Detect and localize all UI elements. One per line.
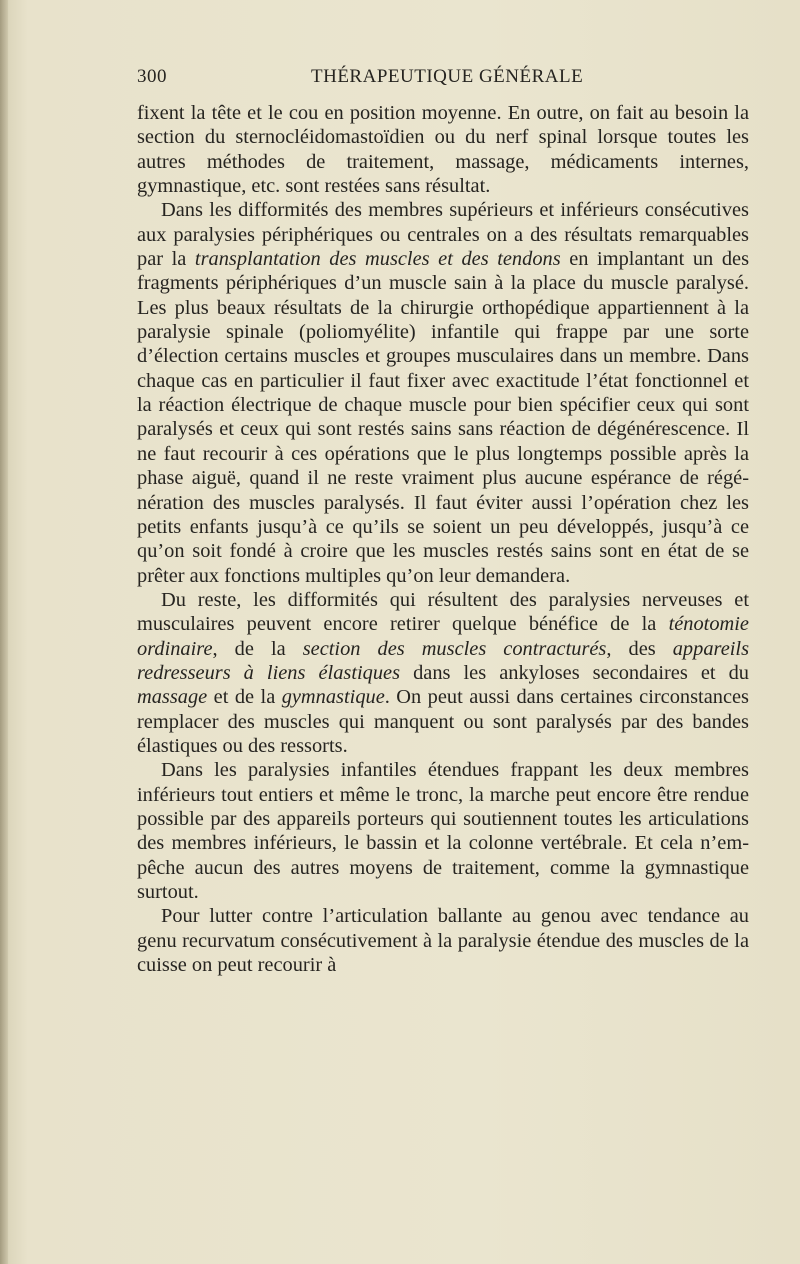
binding-edge xyxy=(0,0,8,1264)
body-text xyxy=(137,101,749,977)
running-title: THÉRAPEUTIQUE GÉNÉRALE xyxy=(311,66,584,87)
text-run: fixent la tête et le cou en position moyenne. En outre, on fait au besoin la section du sternocléidomastoïdien ou du nerf spinal lorsque toutes les autres méthodes de traitement, massage, médicaments internes, gymnastique, etc. sont restées sans résultat. xyxy=(137,102,749,198)
text-run: Dans les paralysies infantiles étendues frappant les deux membres inférieurs tout entiers et même le tronc, la marche peut encore être rendue possible par des appareils porteurs qui soutiennent toutes les articulations des membres inférieurs, le bassin et la colonne vertébrale. Et cela n’empêche aucun des autres moyens de traitement, comme la gymnastique surtout. xyxy=(137,759,749,903)
paragraph xyxy=(137,101,749,198)
text-run: Dans les difformités des membres supérieurs et inférieurs consécutives aux paralysies périphériques ou centrales on a des résultats remarquables par la xyxy=(137,199,749,271)
text-run: en implantant un des fragments périphériques d’un muscle sain à la place du muscle paralysé. Les plus beaux résultats de la chirurgie orthopédique appartiennent à la paralysie spinale (poliomyélite) infantile qui frappe par une sorte d’élection certains muscles et groupes musculaires dans un membre. Dans chaque cas en particulier il faut fixer avec exactitude l’état fonctionnel et la réaction électrique de chaque muscle pour bien spécifier ceux qui sont paralysés et ceux qui sont restés sains sans réaction de dégénérescence. Il ne faut recourir à ces opérations que le plus longtemps possible après la phase aiguë, quand il ne reste vraiment plus aucune espérance de régénération des muscles paralysés. Il faut éviter aussi l’opération chez les petits enfants jusqu’à ce qu’ils se soient un peu développés, jusqu’à ce qu’on soit fondé à croire que les muscles restés sains sont en état de se prêter aux fonctions multiples qu’on leur demandera. xyxy=(137,248,749,587)
text-run: Du reste, les difformités qui résultent des paralysies nerveuses et musculaires peuvent encore retirer quelque bénéfice de la xyxy=(137,588,749,636)
italic-term: gymnastique xyxy=(281,686,385,709)
text-run: . On peut aussi dans certaines circonstances remplacer des muscles qui manquent ou sont paralysés par des bandes élastiques ou des ressorts. xyxy=(137,686,749,757)
italic-term: massage xyxy=(137,686,208,709)
text-run: Pour lutter contre l’articulation ballante au genou avec tendance au genu recurvatum consécutivement à la paralysie étendue des muscles de la cuisse on peut recourir à xyxy=(137,905,749,977)
page-number: 300 xyxy=(137,66,167,87)
paragraph xyxy=(137,904,749,977)
text-run: , de la xyxy=(212,637,303,660)
italic-term: appareils redresseurs à liens élastiques xyxy=(137,637,750,684)
italic-term: ténotomie ordinaire xyxy=(137,613,749,660)
text-run: dans les ankyloses secondaires et du xyxy=(400,661,749,684)
italic-term: transplantation des muscles et des tendons xyxy=(194,248,561,271)
paragraph xyxy=(137,588,749,758)
paragraph xyxy=(137,758,749,904)
text-run: , des xyxy=(606,637,673,660)
paragraph xyxy=(137,198,749,588)
italic-term: section des muscles contracturés xyxy=(302,637,607,660)
page-header xyxy=(137,66,749,94)
text-run: et de la xyxy=(207,686,282,709)
